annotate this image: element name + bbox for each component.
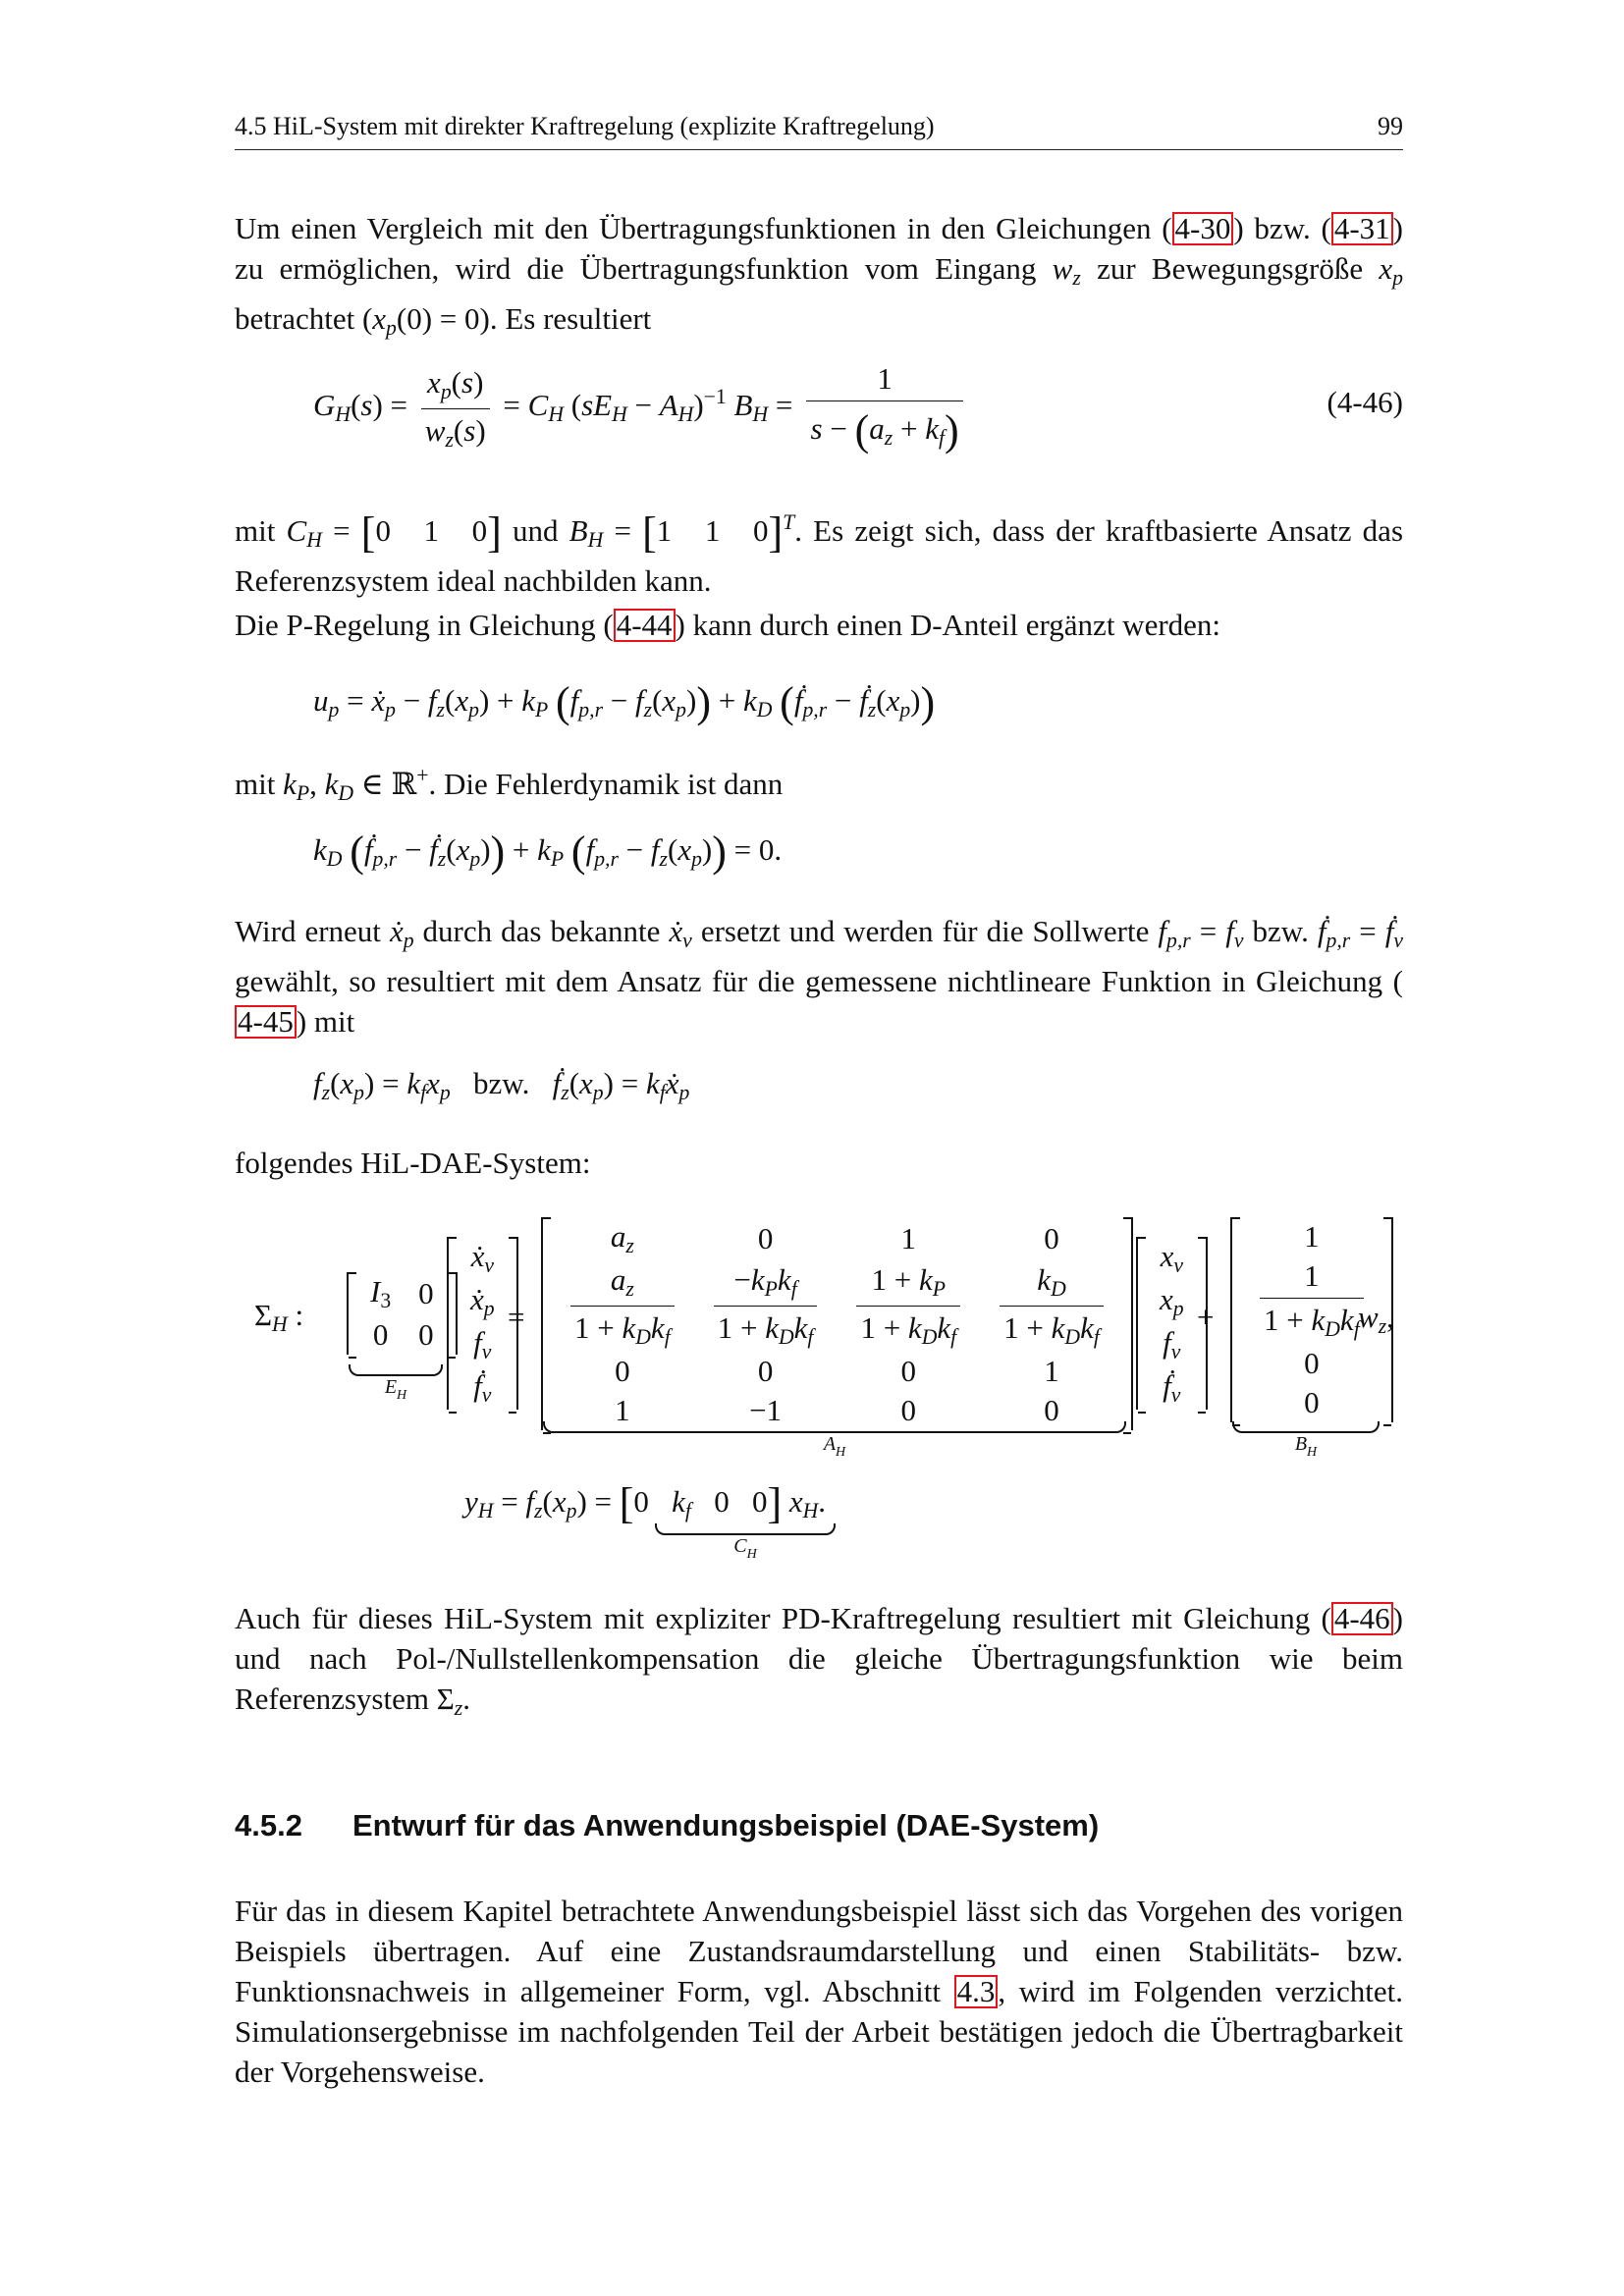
paragraph-matrices: mit $C_H = [0$ 1 0] und $B_H = [1$ 1 0]$^T$. Es zeigt sich, dass der kraftbasierte Ansatz das Referenzsystem ideal nachbilden kann. xyxy=(235,508,1404,598)
paragraph-p-control: Die P-Regelung in Gleichung (4-44) kann durch einen D-Anteil ergänzt werden: xyxy=(235,608,1221,642)
state-vector: $x_v$ $x_p$ $f_v$ $ḟ_v$ xyxy=(1136,1237,1208,1410)
section-title: Entwurf für das Anwendungsbeispiel (DAE-System) xyxy=(352,1808,1100,1842)
equation-link-4-45[interactable]: 4-45 xyxy=(235,1005,297,1039)
paragraph-substitution: Wird erneut $ẋ_p$ durch das bekannte $ẋ_v$ ersetzt und werden für die Sollwerte $f_{p,r} = f_v$ bzw. $ḟ_{p,r}$ = $ḟ_v$ gewählt, so resultiert mit dem Ansatz für die gemessene nichtlineare Funktion in Gleichung (4-45) mit xyxy=(235,914,1404,1039)
equation-error-dynamics: $k_D$ ($ḟ_{p,r}$ − $ḟ_z(x_p)) + k_P$ $(f_{p,r} - f_z(x_p)) = 0$. xyxy=(313,828,783,876)
section-number: 4.5.2 xyxy=(235,1808,302,1842)
paragraph-error-dynamics: mit $k_P$, $k_D$ ∈ ℝ+. Die Fehlerdynamik ist dann xyxy=(235,764,784,805)
sigma-h-label: $\Sigma_H$ : xyxy=(254,1298,304,1336)
equation-link-4-31[interactable]: 4-31 xyxy=(1331,212,1393,245)
section-link-4-3[interactable]: 4.3 xyxy=(954,1975,999,2008)
matrix-ah: $a_z$ 0 1 0 $\frac{a_z}{1 + k_Dk_f}$ $\frac{-k_Pk_f}{1 + k_Dk_f}$ $\frac{1 + k_P}{1 + k_Dk_f}$ $\frac{k_D}{1 + k_Dk_f}$ 0 0 0 1 1 −1 0 0 xyxy=(541,1217,1133,1430)
equation-number: (4-46) xyxy=(1326,385,1403,419)
equation-4-46: $G_H(s)$ = $\frac{x_p(s)}{w_z(s)}$ = $C_H$ $(sE_H - A_H)^{-1}$ $B_H$ = $\frac{1}{s - (a_z + k_f)}$ (4-46) xyxy=(313,361,1403,454)
equation-link-4-46[interactable]: 4-46 xyxy=(1331,1602,1393,1635)
running-head-title: 4.5 HiL-System mit direkter Kraftregelung (explizite Kraftregelung) xyxy=(235,112,935,140)
matrix-bh: 1 $\frac{1}{1 + k_Dk_f}$ 0 0 xyxy=(1230,1217,1393,1422)
page-number: 99 xyxy=(1378,112,1403,140)
equation-control-law: $u_p$ = $ẋ_p - f_z(x_p) + k_P$ $(f_{p,r} - f_z(x_p)) + k_D$ ($ḟ_{p,r}$ − $ḟ_z(x_p)$) xyxy=(313,678,936,726)
brace-bh: $B_H$ xyxy=(1232,1421,1380,1461)
equation-link-4-30[interactable]: 4-30 xyxy=(1172,212,1234,245)
paragraph-intro: Um einen Vergleich mit den Übertragungsfunktionen in den Gleichungen (4-30) bzw. (4-31) zu ermöglichen, wird die Übertragungsfunktion vom Eingang $w_z$ zur Bewegungsgröße $x_p$ betrachtet $(x_p(0) = 0)$. Es resultiert xyxy=(235,211,1404,340)
paragraph-conclusion: Auch für dieses HiL-System mit expliziter PD-Kraftregelung resultiert mit Gleichung (4-46) und nach Pol-/Nullstellenkompensation die gleiche Übertragungsfunktion wie beim Referenzsystem $\Sigma_z$. xyxy=(235,1601,1403,1720)
output-equation: $y_H = f_z(x_p) = [0$ $k_f$ 0 0] $x_H$. xyxy=(464,1479,827,1527)
paragraph-dae-intro: folgendes HiL-DAE-System: xyxy=(235,1146,591,1180)
equation-link-4-44[interactable]: 4-44 xyxy=(614,609,676,642)
equation-fz: $f_z(x_p) = k_fx_p$ bzw. $ḟ_z(x_p)$ = $k_fẋ_p$ xyxy=(313,1066,690,1104)
brace-ah: $A_H$ xyxy=(543,1421,1126,1461)
brace-ch: $C_H$ xyxy=(655,1523,836,1563)
dae-system: $\Sigma_H$ : $I_3$ 0 0 0 $E_H$ $ẋ_v$ $ẋ_p$ $f_v$ $ḟ_v$ = $a_z$ 0 1 0 $\frac{a_z}{1 + k_Dk_f}$ $\frac{-k_Pk_f}{1 + k_Dk_f}$ $\frac{1 + k_P}{1 + k_Dk_f}$ $\frac{k_D}{1 + k_Dk_f}$ 0 0 0 1 1 −1 0 0 $A_H$ $x_v$ $x_p$ $f_v$ $ḟ_v$ + 1 $\frac{1}{1 + k_Dk_f}$ 0 0 $B_H$ $w_z$, $y_H = f_z(x_p) = [0$ $k_f$ 0 0] $x_H$. $C_H$ xyxy=(254,1219,1394,1562)
paragraph-application: Für das in diesem Kapitel betrachtete Anwendungsbeispiel lässt sich das Vorgehen des vorigen Beispiels übertragen. Auf eine Zustandsraumdarstellung und einen Stabilitäts- bzw. Funktionsnachweis in allgemeiner Form, vgl. Abschnitt 4.3, wird im Folgenden verzichtet. Simulationsergebnisse im nachfolgenden Teil der Arbeit bestätigen jedoch die Übertragbarkeit der Vorgehensweise. xyxy=(235,1894,1403,2089)
running-head xyxy=(235,110,1403,150)
brace-eh: $E_H$ xyxy=(349,1364,443,1404)
matrix-eh: $I_3$ 0 0 0 xyxy=(347,1272,458,1355)
state-vector-dot: $ẋ_v$ $ẋ_p$ $f_v$ $ḟ_v$ xyxy=(447,1237,518,1410)
